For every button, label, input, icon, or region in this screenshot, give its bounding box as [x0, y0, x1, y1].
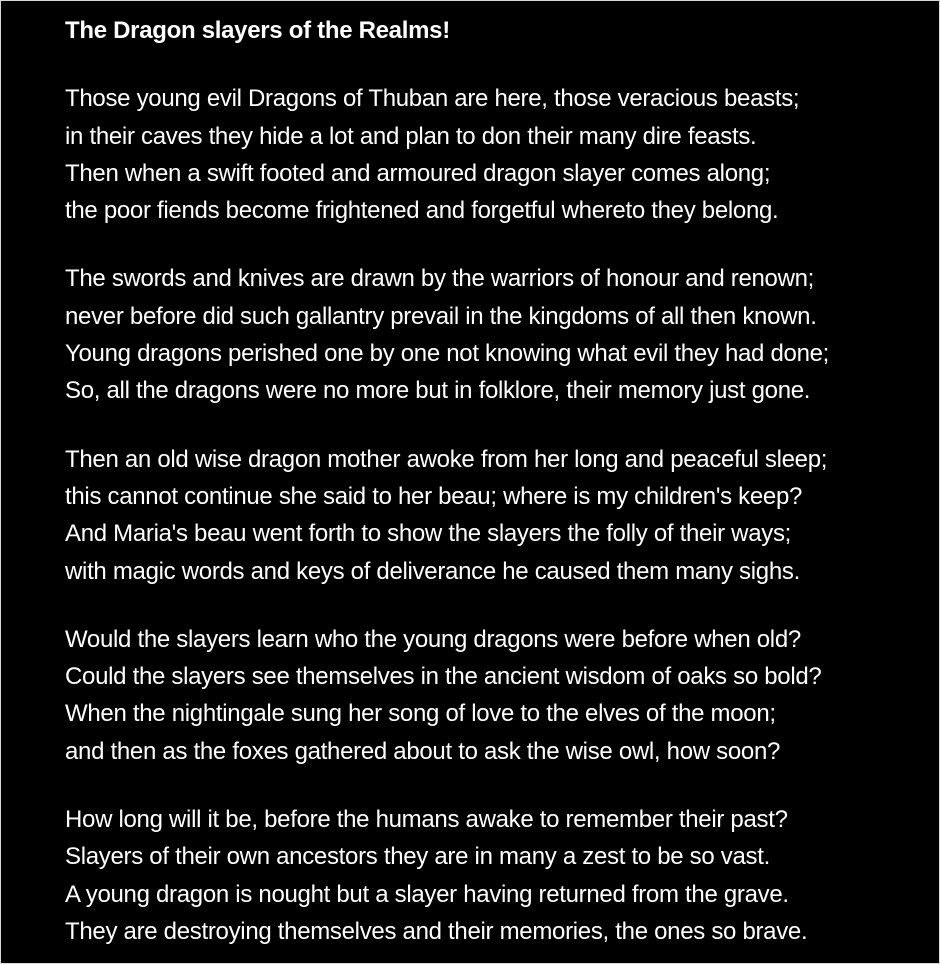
poem-line: The swords and knives are drawn by the warriors of honour and renown;	[65, 265, 815, 293]
poem-line: So, all the dragons were no more but in folklore, their memory just gone.	[65, 377, 811, 405]
stanza-5	[65, 801, 899, 950]
poem-line: the poor fiends become frightened and forgetful whereto they belong.	[65, 197, 779, 225]
stanza-2	[65, 260, 899, 409]
poem-line: Could the slayers see themselves in the ancient wisdom of oaks so bold?	[65, 663, 822, 691]
poem-line: Those young evil Dragons of Thuban are here, those veracious beasts;	[65, 85, 800, 113]
poem-line: A young dragon is nought but a slayer having returned from the grave.	[65, 880, 789, 908]
poem-line: Then when a swift footed and armoured dragon slayer comes along;	[65, 159, 771, 187]
stanza-4	[65, 621, 899, 770]
poem-line: Would the slayers learn who the young dragons were before when old?	[65, 625, 801, 653]
poem-line: never before did such gallantry prevail in the kingdoms of all then known.	[65, 302, 817, 330]
poem-line: and then as the foxes gathered about to ask the wise owl, how soon?	[65, 737, 781, 765]
stanza-1	[65, 80, 899, 229]
poem-line: Young dragons perished one by one not knowing what evil they had done;	[65, 340, 830, 368]
poem-line: in their caves they hide a lot and plan to don their many dire feasts.	[65, 122, 757, 150]
poem-line: They are destroying themselves and their memories, the ones so brave.	[65, 917, 808, 945]
poem-line: Slayers of their own ancestors they are in many a zest to be so vast.	[65, 843, 770, 871]
poem-line: And Maria's beau went forth to show the slayers the folly of their ways;	[65, 520, 792, 548]
poem-line: Then an old wise dragon mother awoke from her long and peaceful sleep;	[65, 445, 828, 473]
poem-line: with magic words and keys of deliverance he caused them many sighs.	[65, 557, 800, 585]
stanza-3	[65, 441, 899, 590]
poem-line: How long will it be, before the humans awake to remember their past?	[65, 806, 788, 834]
poem-title: The Dragon slayers of the Realms!	[65, 17, 450, 44]
poem-line: this cannot continue she said to her beau; where is my children's keep?	[65, 482, 803, 510]
poem-text-block	[1, 1, 939, 950]
poem-line: When the nightingale sung her song of love to the elves of the moon;	[65, 700, 776, 728]
